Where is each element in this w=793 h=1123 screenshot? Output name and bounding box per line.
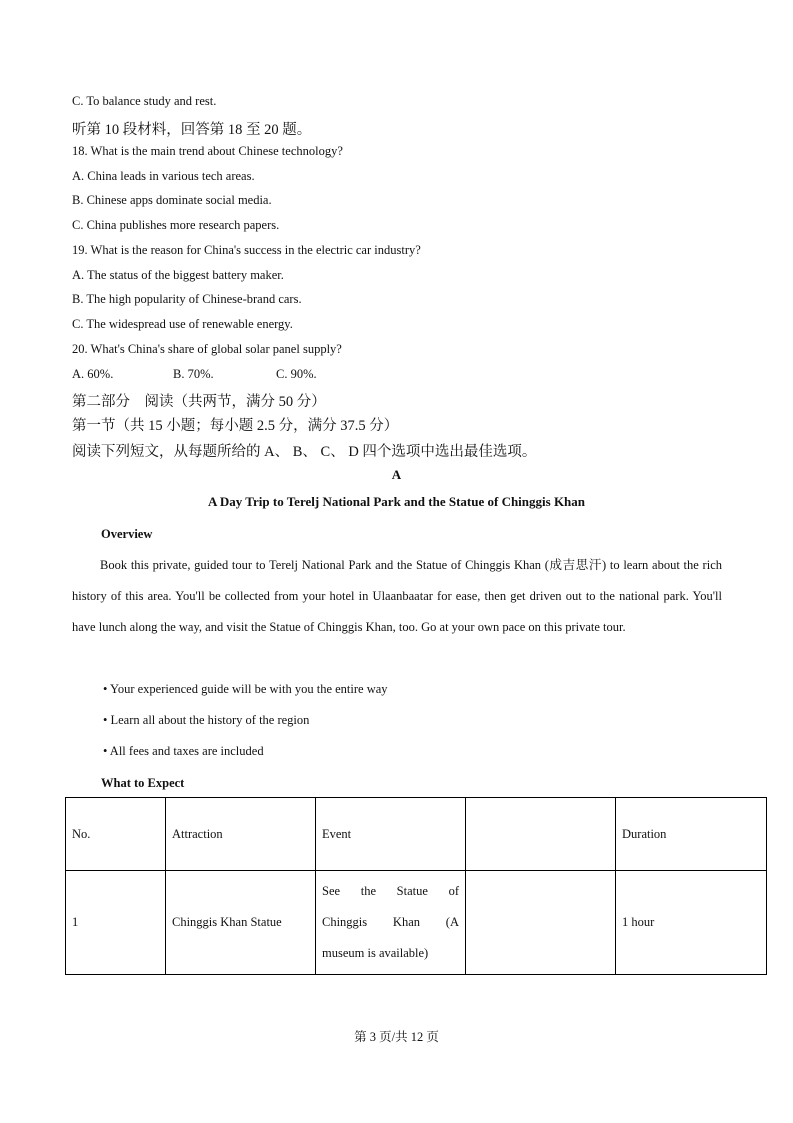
overview-text: Book this private, guided tour to Terelj National Park and the Statue of Chinggis Khan (成吉思汗) to learn about the rich history of this area. You'll be collected from your hotel in Ulaanbaatar for ease, then get driven out to the national park. You'll have lunch along the way, and visit the Statue of Chinggis Khan, too. Go at your own pace on this private tour. xyxy=(72,558,722,634)
cell-duration: 1 hour xyxy=(616,871,767,975)
q20-question: 20. What's China's share of global solar panel supply? xyxy=(72,342,342,356)
q20-option-b: B. 70%. xyxy=(173,367,214,381)
table-row xyxy=(66,871,767,975)
header-blank xyxy=(466,798,616,871)
header-no: No. xyxy=(66,798,166,871)
q18-question: 18. What is the main trend about Chinese technology? xyxy=(72,144,343,158)
header-attraction: Attraction xyxy=(166,798,316,871)
q20-option-c: C. 90%. xyxy=(276,367,317,381)
event-line: See the Statue of xyxy=(322,884,459,898)
q19-option-a: A. The status of the biggest battery maker. xyxy=(72,268,284,282)
table-header-row xyxy=(66,798,767,871)
event-line: Chinggis Khan (A xyxy=(322,915,459,929)
q19-option-c: C. The widespread use of renewable energy. xyxy=(72,317,293,331)
cell-blank xyxy=(466,871,616,975)
q18-option-c: C. China publishes more research papers. xyxy=(72,218,280,232)
bullet-fees: • All fees and taxes are included xyxy=(103,744,264,758)
q17-option-c: C. To balance study and rest. xyxy=(72,94,217,108)
passage-title: A Day Trip to Terelj National Park and the Statue of Chinggis Khan xyxy=(207,494,586,509)
expect-heading: What to Expect xyxy=(101,776,185,790)
q19-option-b: B. The high popularity of Chinese-brand cars. xyxy=(72,292,302,306)
bullet-history: • Learn all about the history of the region xyxy=(103,713,310,727)
header-event: Event xyxy=(316,798,466,871)
expect-table xyxy=(65,797,767,975)
passage-label: A xyxy=(391,467,402,482)
cell-no: 1 xyxy=(66,871,166,975)
part2-title: 第二部分 阅读（共两节，满分 50 分） xyxy=(72,394,326,410)
page-footer: 第 3 页/共 12 页 xyxy=(354,1030,439,1044)
q19-question: 19. What is the reason for China's success in the electric car industry? xyxy=(72,243,421,257)
overview-heading: Overview xyxy=(101,527,153,541)
event-line: museum is available) xyxy=(322,946,429,960)
q18-option-a: A. China leads in various tech areas. xyxy=(72,169,255,183)
header-duration: Duration xyxy=(616,798,767,871)
cell-attraction: Chinggis Khan Statue xyxy=(166,871,316,975)
section10-heading: 听第 10 段材料，回答第 18 至 20 题。 xyxy=(72,122,312,138)
q20-option-a: A. 60%. xyxy=(72,367,114,381)
cell-event xyxy=(316,871,466,975)
part2-section1: 第一节（共 15 小题；每小题 2.5 分，满分 37.5 分） xyxy=(72,418,399,434)
part2-instruction: 阅读下列短文，从每题所给的 A、 B、 C、 D 四个选项中选出最佳选项。 xyxy=(72,444,537,460)
bullet-guide: • Your experienced guide will be with you the entire way xyxy=(103,682,388,696)
q18-option-b: B. Chinese apps dominate social media. xyxy=(72,193,272,207)
